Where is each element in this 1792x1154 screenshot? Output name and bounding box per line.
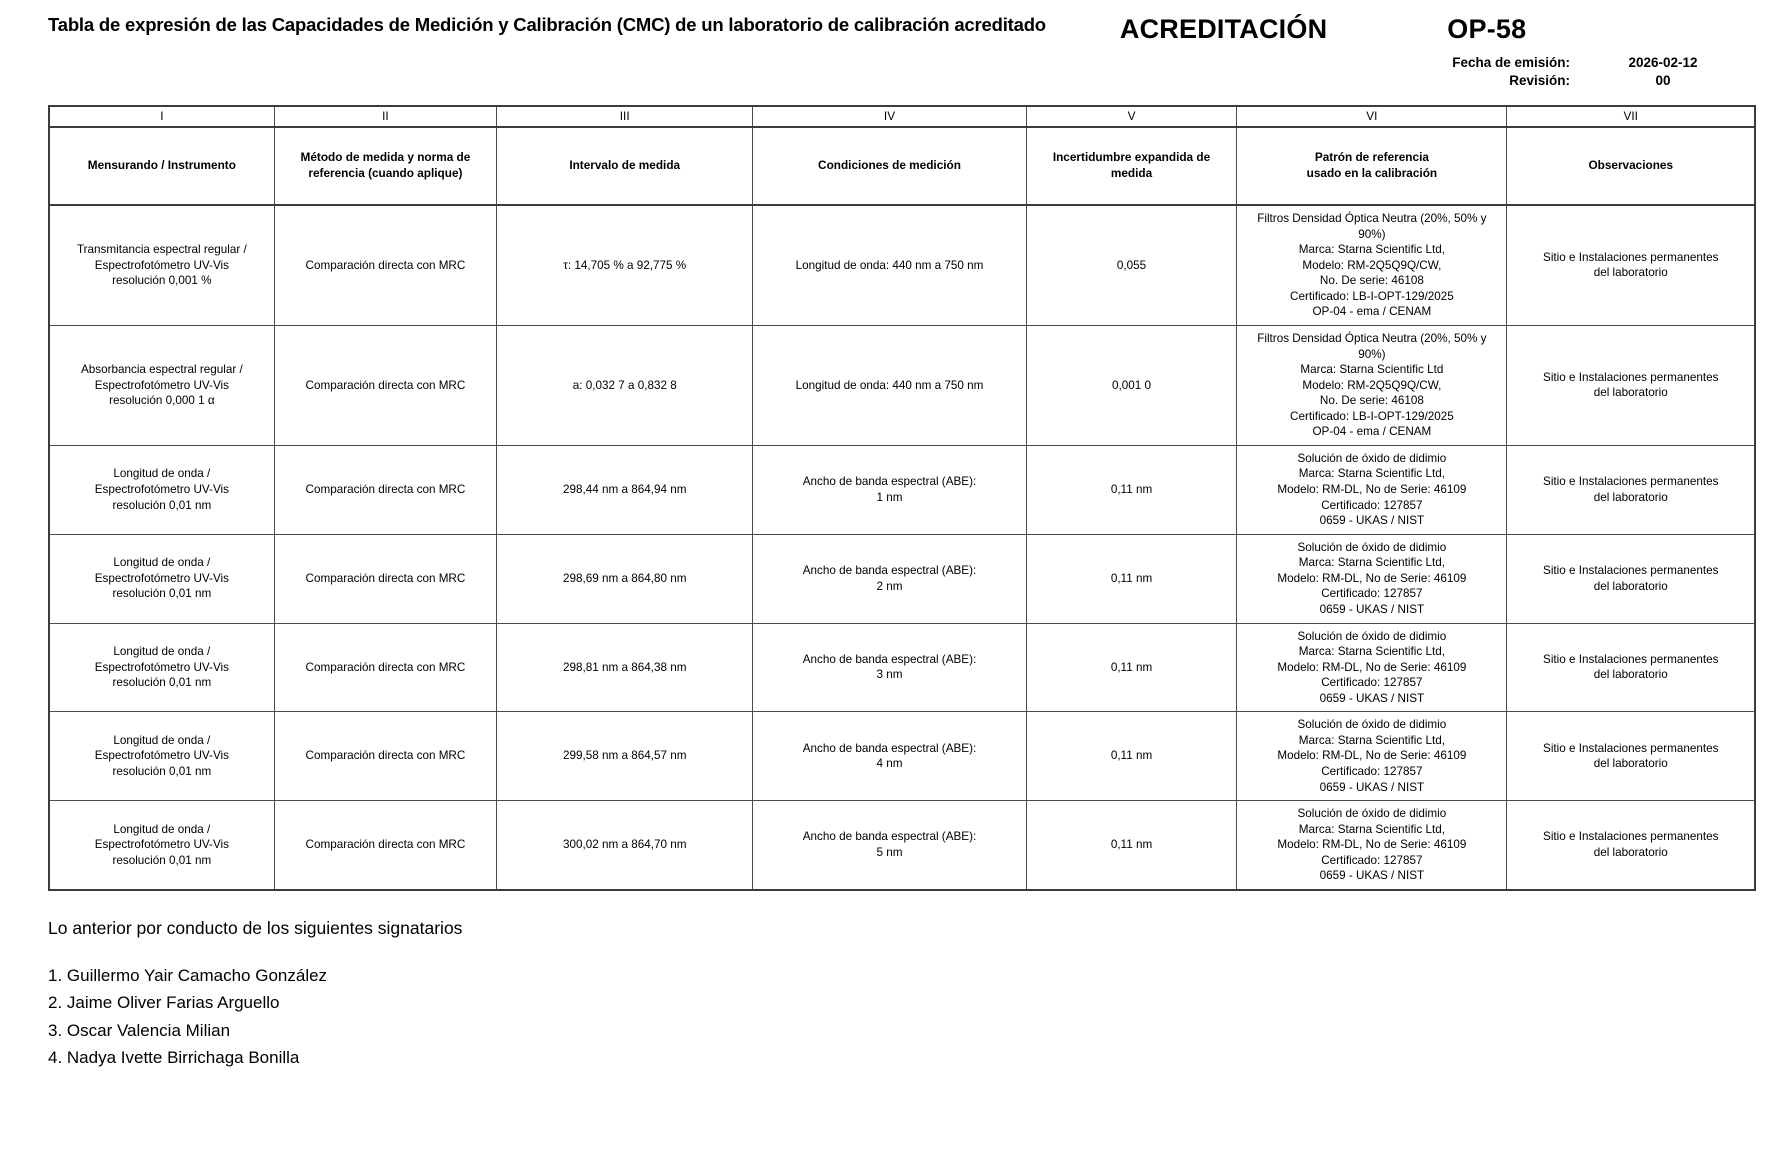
text-line: Espectrofotómetro UV-Vis	[94, 749, 229, 763]
cell-incertidumbre	[1026, 205, 1237, 325]
text-line: Sitio e Instalaciones permanentes	[1543, 370, 1719, 384]
text-line: Modelo: RM-2Q5Q9Q/CW,	[1302, 378, 1442, 392]
revision-label: Revisión:	[1509, 72, 1570, 88]
cell-incertidumbre	[1026, 801, 1237, 890]
cell-incertidumbre	[1026, 712, 1237, 801]
text-line: del laboratorio	[1593, 668, 1668, 682]
cell-intervalo	[497, 534, 753, 623]
text-line: Mensurando / Instrumento	[87, 158, 236, 173]
cell-intervalo	[497, 205, 753, 325]
text-line: 90%)	[1358, 347, 1386, 361]
cell-mensurando	[49, 801, 274, 890]
text-line: Certificado: 127857	[1321, 587, 1423, 601]
text-line: Absorbancia espectral regular /	[80, 363, 243, 377]
text-line: Espectrofotómetro UV-Vis	[94, 258, 229, 272]
text-line: Espectrofotómetro UV-Vis	[94, 378, 229, 392]
cmc-table-container	[48, 105, 1756, 891]
text-line: No. De serie: 46108	[1319, 274, 1424, 288]
text-line: Espectrofotómetro UV-Vis	[94, 660, 229, 674]
text-line: Modelo: RM-DL, No de Serie: 46109	[1277, 838, 1467, 852]
text-line: Intervalo de medida	[569, 158, 681, 173]
cell-metodo	[274, 205, 496, 325]
text-line: del laboratorio	[1593, 846, 1668, 860]
issue-date-value: 2026-02-12	[1628, 55, 1698, 70]
text-line: 0,11 nm	[1110, 838, 1153, 852]
text-line: 298,44 nm a 864,94 nm	[562, 483, 687, 496]
cell-observaciones	[1507, 801, 1755, 890]
list-item: 1. Guillermo Yair Camacho González	[48, 965, 328, 985]
cell-incertidumbre	[1026, 623, 1237, 712]
header-top-row	[48, 14, 1756, 45]
text-line: Sitio e Instalaciones permanentes	[1543, 564, 1719, 578]
text-line: Comparación directa con MRC	[305, 378, 466, 392]
table-row	[49, 205, 1755, 325]
document-code: OP-58	[1447, 14, 1527, 44]
cell-intervalo	[497, 801, 753, 890]
text-line: Modelo: RM-DL, No de Serie: 46109	[1277, 749, 1467, 763]
cell-condiciones	[753, 801, 1026, 890]
table-row	[49, 712, 1755, 801]
cell-patron	[1237, 445, 1507, 534]
column-header-patron	[1237, 127, 1507, 205]
cell-mensurando	[49, 623, 274, 712]
table-row	[49, 623, 1755, 712]
text-line: usado en la calibración	[1306, 166, 1438, 180]
text-line: OP-04 - ema / CENAM	[1312, 305, 1432, 319]
text-line: Longitud de onda /	[113, 733, 211, 747]
document-meta	[1326, 54, 1756, 90]
roman-numeral-1: I	[49, 106, 274, 127]
roman-numeral-4: IV	[753, 106, 1026, 127]
roman-numeral-5: V	[1026, 106, 1237, 127]
text-line: Sitio e Instalaciones permanentes	[1543, 475, 1719, 489]
cell-patron	[1237, 205, 1507, 325]
text-line: Ancho de banda espectral (ABE):	[802, 475, 977, 489]
cmc-table	[48, 105, 1756, 891]
text-line: del laboratorio	[1593, 579, 1668, 593]
text-line: Solución de óxido de didimio	[1297, 807, 1447, 821]
text-line: Sitio e Instalaciones permanentes	[1543, 250, 1719, 264]
text-line: 0,055	[1116, 258, 1147, 272]
roman-numeral-7: VII	[1507, 106, 1755, 127]
text-line: Ancho de banda espectral (ABE):	[802, 564, 977, 578]
text-line: del laboratorio	[1593, 386, 1668, 400]
cell-incertidumbre	[1026, 445, 1237, 534]
column-header-mensurando	[49, 127, 274, 205]
text-line: Longitud de onda /	[113, 645, 211, 659]
cell-metodo	[274, 801, 496, 890]
cell-intervalo	[497, 712, 753, 801]
text-line: 298,81 nm a 864,38 nm	[562, 660, 687, 674]
text-line: Sitio e Instalaciones permanentes	[1543, 830, 1719, 844]
text-line: resolución 0,01 nm	[112, 676, 212, 690]
text-line: Patrón de referencia	[1314, 150, 1429, 165]
text-line: Longitud de onda /	[113, 467, 211, 481]
text-line: resolución 0,000 1 α	[109, 394, 215, 408]
text-line: Comparación directa con MRC	[305, 660, 466, 674]
accreditation-label: ACREDITACIÓN	[1119, 14, 1328, 44]
column-header-metodo	[274, 127, 496, 205]
text-line: 0659 - UKAS / NIST	[1319, 514, 1425, 528]
text-line: Espectrofotómetro UV-Vis	[94, 838, 229, 852]
text-line: Solución de óxido de didimio	[1297, 451, 1447, 465]
document-header	[0, 0, 1792, 100]
revision-value: 00	[1655, 72, 1671, 88]
cell-patron	[1237, 623, 1507, 712]
text-line: 0659 - UKAS / NIST	[1319, 869, 1425, 883]
text-line: Longitud de onda: 440 nm a 750 nm	[795, 258, 984, 272]
footer-section	[48, 917, 1792, 1072]
text-line: Marca: Starna Scientific Ltd,	[1298, 467, 1445, 481]
table-row	[49, 445, 1755, 534]
text-line: Marca: Starna Scientific Ltd,	[1298, 556, 1445, 570]
text-line: resolución 0,01 nm	[112, 498, 212, 512]
cell-observaciones	[1507, 445, 1755, 534]
column-header-intervalo	[497, 127, 753, 205]
text-line: 300,02 nm a 864,70 nm	[562, 838, 687, 852]
page-title: Tabla de expresión de las Capacidades de Medición y Calibración (CMC) de un laboratorio de calibración acreditado	[48, 14, 1046, 35]
text-line: 0659 - UKAS / NIST	[1319, 602, 1425, 616]
text-line: del laboratorio	[1593, 490, 1668, 504]
text-line: 1 nm	[876, 490, 903, 504]
cell-observaciones	[1507, 205, 1755, 325]
cell-condiciones	[753, 445, 1026, 534]
text-line: Solución de óxido de didimio	[1297, 540, 1447, 554]
text-line: 0659 - UKAS / NIST	[1319, 780, 1425, 794]
text-line: Marca: Starna Scientific Ltd,	[1298, 645, 1445, 659]
column-header-observaciones	[1507, 127, 1755, 205]
cell-patron	[1237, 801, 1507, 890]
revision-row	[1326, 72, 1756, 90]
text-line: 0,001 0	[1112, 378, 1151, 392]
text-line: Ancho de banda espectral (ABE):	[802, 741, 977, 755]
text-line: No. De serie: 46108	[1319, 394, 1424, 408]
text-line: Certificado: 127857	[1321, 765, 1423, 778]
text-line: Sitio e Instalaciones permanentes	[1543, 741, 1719, 755]
text-line: 298,69 nm a 864,80 nm	[562, 571, 687, 585]
text-line: Marca: Starna Scientific Ltd,	[1298, 733, 1445, 747]
list-item: 2. Jaime Oliver Farias Arguello	[48, 993, 280, 1013]
cell-incertidumbre	[1026, 534, 1237, 623]
text-line: Modelo: RM-DL, No de Serie: 46109	[1277, 483, 1467, 496]
text-line: Espectrofotómetro UV-Vis	[94, 483, 229, 496]
text-line: 3 nm	[876, 668, 903, 682]
text-line: Certificado: LB-I-OPT-129/2025	[1290, 409, 1454, 423]
cell-mensurando	[49, 205, 274, 325]
text-line: Incertidumbre expandida de	[1052, 150, 1211, 165]
text-line: Modelo: RM-2Q5Q9Q/CW,	[1302, 258, 1442, 272]
cell-observaciones	[1507, 712, 1755, 801]
cell-mensurando	[49, 534, 274, 623]
text-line: medida	[1110, 166, 1153, 180]
cell-patron	[1237, 712, 1507, 801]
text-line: 0,11 nm	[1110, 749, 1153, 763]
text-line: resolución 0,01 nm	[112, 765, 212, 778]
cell-observaciones	[1507, 534, 1755, 623]
text-line: Certificado: 127857	[1321, 498, 1423, 512]
table-row	[49, 801, 1755, 890]
text-line: Solución de óxido de didimio	[1297, 629, 1447, 643]
text-line: Certificado: LB-I-OPT-129/2025	[1290, 289, 1454, 303]
text-line: Marca: Starna Scientific Ltd	[1300, 363, 1444, 377]
cell-condiciones	[753, 712, 1026, 801]
issue-date-label: Fecha de emisión:	[1452, 55, 1570, 70]
text-line: 299,58 nm a 864,57 nm	[562, 749, 687, 763]
text-line: Certificado: 127857	[1321, 676, 1423, 690]
cell-mensurando	[49, 445, 274, 534]
roman-numeral-2: II	[274, 106, 496, 127]
list-item: 3. Oscar Valencia Milian	[48, 1020, 231, 1040]
text-line: 90%)	[1358, 227, 1386, 241]
text-line: Comparación directa con MRC	[305, 749, 466, 763]
cell-observaciones	[1507, 325, 1755, 445]
text-line: Método de medida y norma de	[300, 150, 471, 165]
cell-patron	[1237, 534, 1507, 623]
text-line: Filtros Densidad Óptica Neutra (20%, 50% y	[1257, 331, 1487, 345]
text-line: Certificado: 127857	[1321, 853, 1423, 867]
column-header-row	[49, 127, 1755, 205]
column-header-condiciones	[753, 127, 1026, 205]
table-row	[49, 325, 1755, 445]
cell-condiciones	[753, 325, 1026, 445]
text-line: 0659 - UKAS / NIST	[1319, 691, 1425, 705]
text-line: del laboratorio	[1593, 757, 1668, 771]
text-line: resolución 0,001 %	[112, 274, 212, 288]
text-line: Condiciones de medición	[818, 158, 961, 173]
column-header-incertidumbre	[1026, 127, 1237, 205]
text-line: Espectrofotómetro UV-Vis	[94, 571, 229, 585]
text-line: Sitio e Instalaciones permanentes	[1543, 652, 1719, 666]
cell-condiciones	[753, 623, 1026, 712]
roman-numeral-row	[49, 106, 1755, 127]
cell-observaciones	[1507, 623, 1755, 712]
cmc-table-body	[49, 106, 1755, 890]
text-line: 5 nm	[876, 846, 903, 860]
text-line: τ: 14,705 % a 92,775 %	[563, 258, 687, 272]
cell-condiciones	[753, 205, 1026, 325]
cell-patron	[1237, 325, 1507, 445]
cell-condiciones	[753, 534, 1026, 623]
cell-incertidumbre	[1026, 325, 1237, 445]
text-line: 0,11 nm	[1110, 660, 1153, 674]
text-line: Filtros Densidad Óptica Neutra (20%, 50% y	[1257, 212, 1487, 225]
signatories-list	[48, 962, 1792, 1072]
text-line: OP-04 - ema / CENAM	[1312, 425, 1432, 439]
text-line: Modelo: RM-DL, No de Serie: 46109	[1277, 660, 1467, 674]
text-line: 0,11 nm	[1110, 483, 1153, 496]
text-line: Longitud de onda /	[113, 556, 211, 570]
cell-metodo	[274, 445, 496, 534]
list-item: 4. Nadya Ivette Birrichaga Bonilla	[48, 1048, 300, 1068]
table-row	[49, 534, 1755, 623]
text-line: Solución de óxido de didimio	[1297, 718, 1447, 732]
text-line: Marca: Starna Scientific Ltd,	[1298, 243, 1445, 257]
text-line: Comparación directa con MRC	[305, 483, 466, 496]
cell-intervalo	[497, 623, 753, 712]
cell-mensurando	[49, 712, 274, 801]
signatories-intro: Lo anterior por conducto de los siguientes signatarios	[48, 917, 463, 938]
cell-intervalo	[497, 445, 753, 534]
cell-metodo	[274, 712, 496, 801]
text-line: resolución 0,01 nm	[112, 587, 212, 601]
text-line: a: 0,032 7 a 0,832 8	[572, 378, 677, 392]
roman-numeral-6: VI	[1237, 106, 1507, 127]
cell-mensurando	[49, 325, 274, 445]
text-line: Ancho de banda espectral (ABE):	[802, 652, 977, 666]
text-line: Transmitancia espectral regular /	[76, 243, 247, 257]
text-line: Observaciones	[1588, 158, 1674, 173]
cell-metodo	[274, 534, 496, 623]
text-line: del laboratorio	[1593, 266, 1668, 280]
text-line: 4 nm	[876, 757, 903, 771]
text-line: 2 nm	[876, 579, 903, 593]
text-line: referencia (cuando aplique)	[308, 166, 463, 180]
text-line: Longitud de onda: 440 nm a 750 nm	[795, 378, 984, 392]
issue-date-row	[1326, 54, 1756, 72]
text-line: Marca: Starna Scientific Ltd,	[1298, 822, 1445, 836]
text-line: Modelo: RM-DL, No de Serie: 46109	[1277, 571, 1467, 585]
text-line: Comparación directa con MRC	[305, 571, 466, 585]
cell-metodo	[274, 623, 496, 712]
cell-intervalo	[497, 325, 753, 445]
text-line: Longitud de onda /	[113, 822, 211, 836]
text-line: resolución 0,01 nm	[112, 853, 212, 867]
text-line: Comparación directa con MRC	[305, 838, 466, 852]
text-line: Ancho de banda espectral (ABE):	[802, 830, 977, 844]
text-line: Comparación directa con MRC	[305, 258, 466, 272]
cell-metodo	[274, 325, 496, 445]
text-line: 0,11 nm	[1110, 571, 1153, 585]
roman-numeral-3: III	[497, 106, 753, 127]
